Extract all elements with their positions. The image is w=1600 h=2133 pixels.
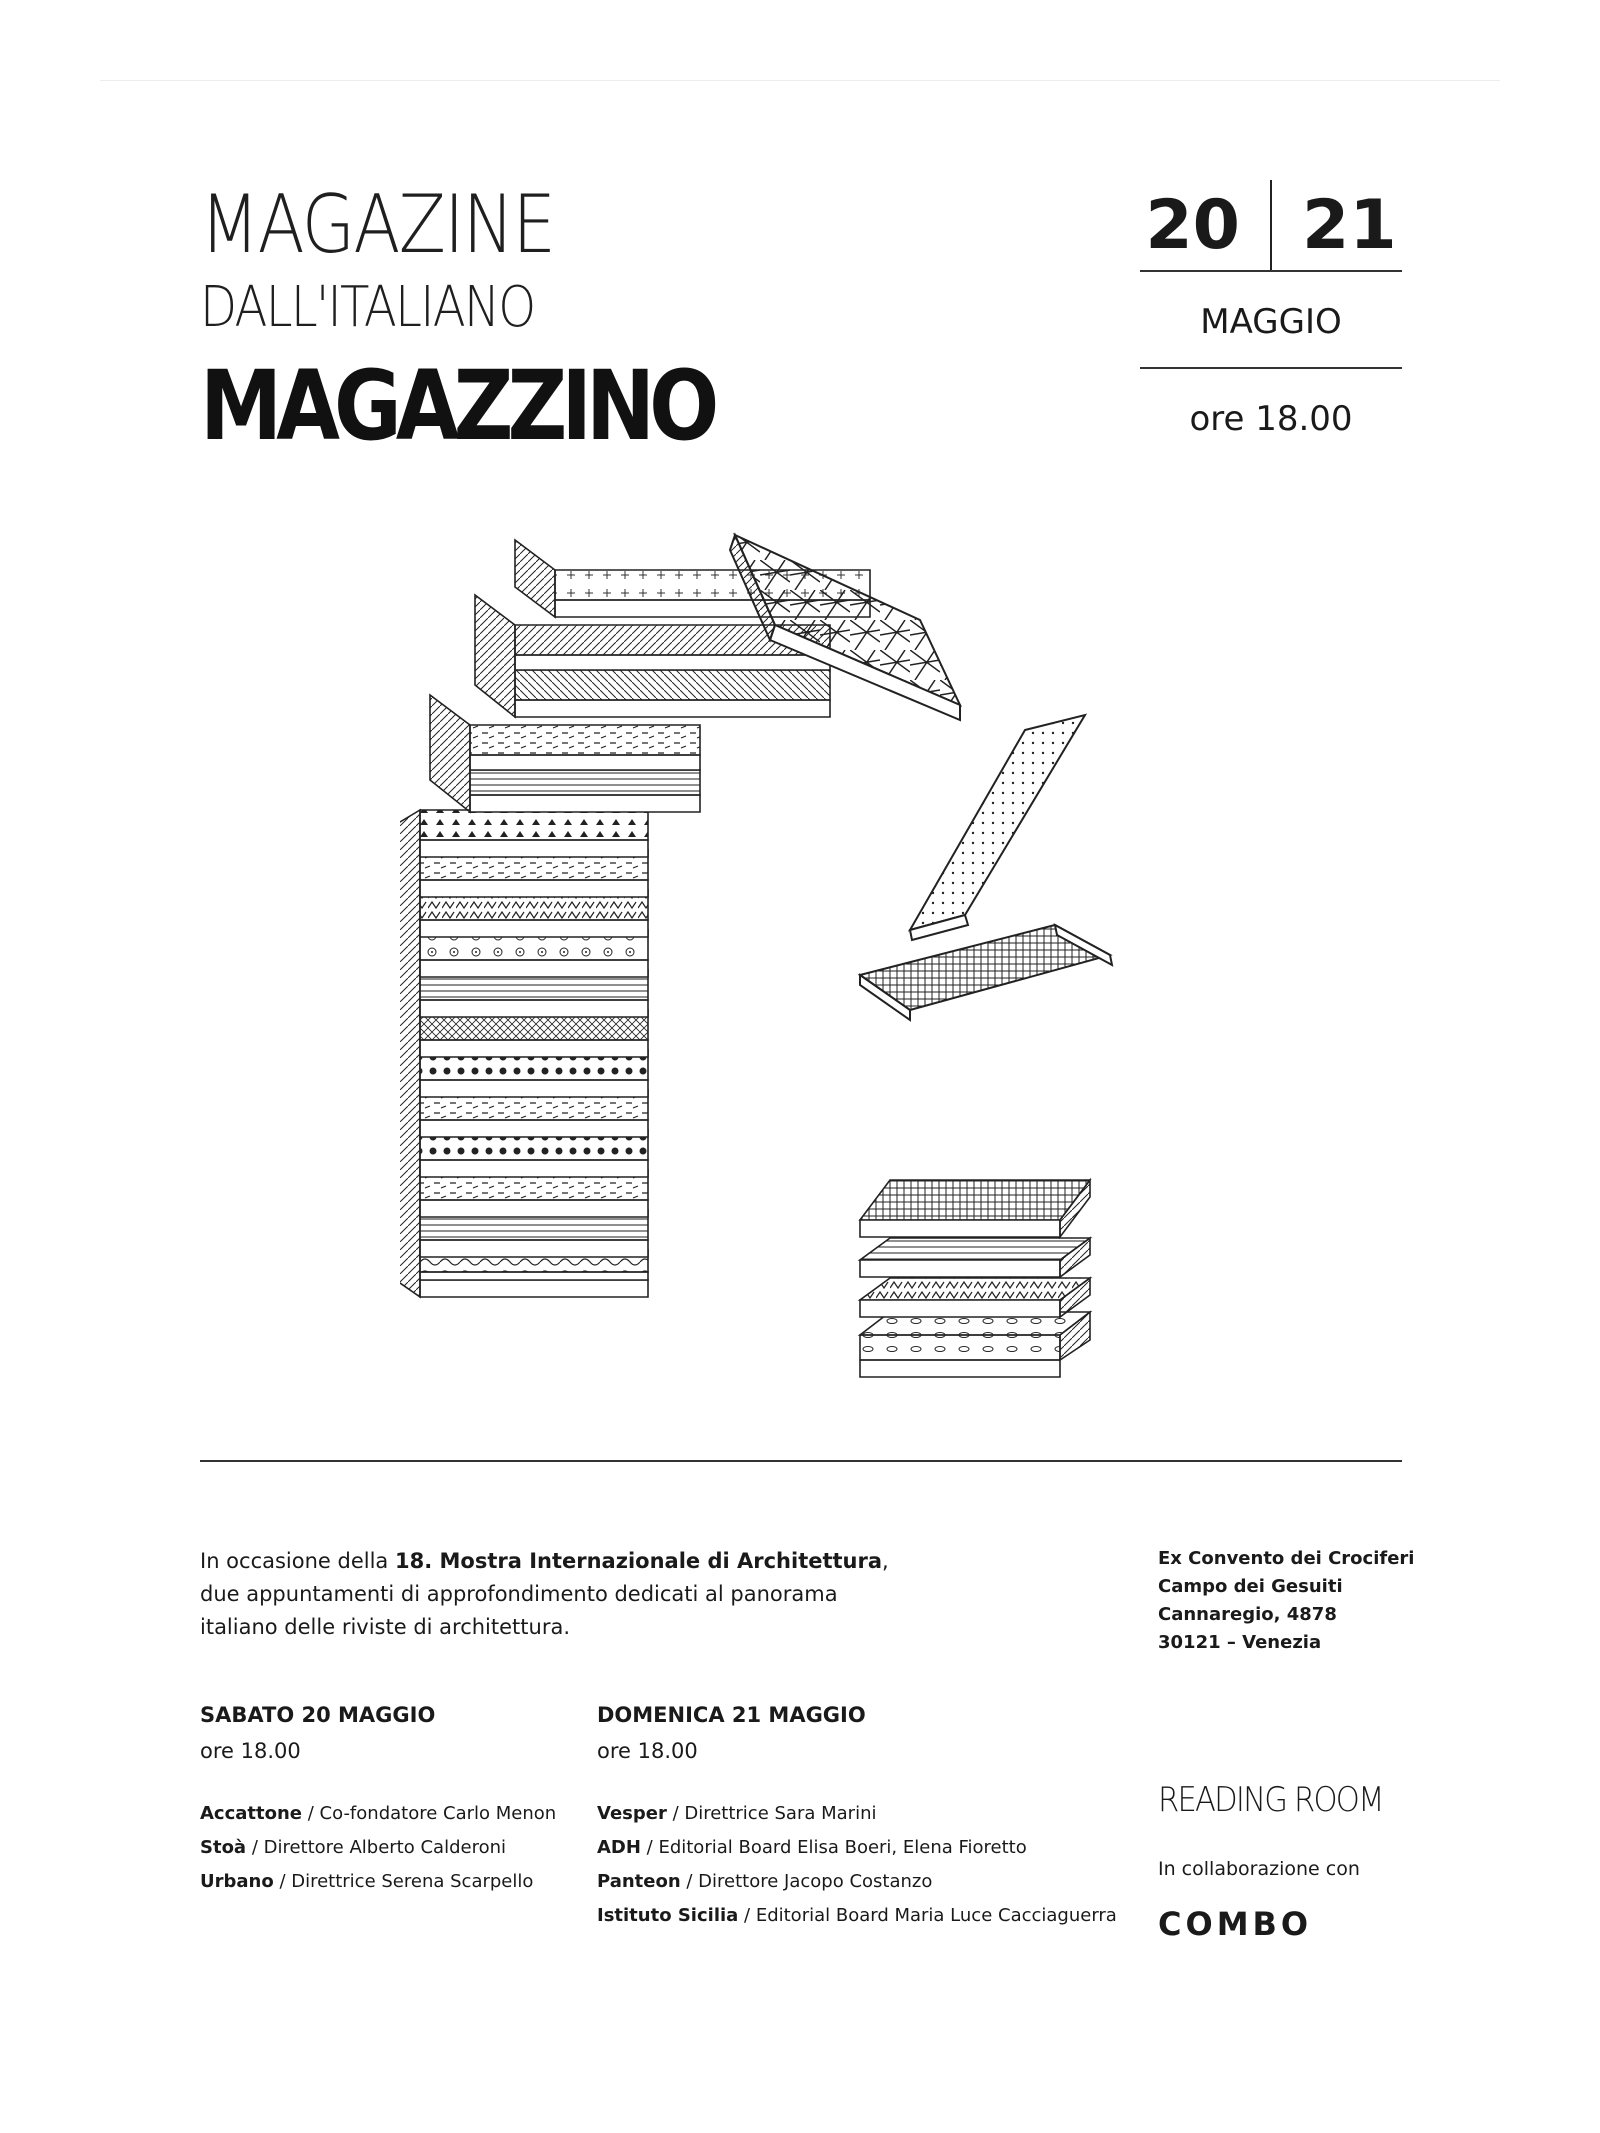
day-separator bbox=[1270, 180, 1272, 270]
date-days bbox=[1140, 180, 1402, 270]
title-line-2: DALL'ITALIANO bbox=[200, 275, 535, 340]
title-line-1: MAGAZINE bbox=[200, 178, 555, 271]
magazine-detail: / Direttore Jacopo Costanzo bbox=[680, 1871, 933, 1892]
intro-prefix: In occasione della bbox=[200, 1549, 395, 1573]
list-item bbox=[597, 1831, 1117, 1865]
magazine-detail: / Direttrice Sara Marini bbox=[666, 1803, 877, 1824]
list-item bbox=[597, 1797, 1117, 1831]
date-block bbox=[1140, 180, 1402, 439]
magazine-detail: / Direttrice Serena Scarpello bbox=[273, 1871, 534, 1892]
magazine-stack-illustration bbox=[400, 530, 1200, 1390]
magazine-name: Accattone bbox=[200, 1803, 303, 1824]
magazine-name: Stoà bbox=[200, 1837, 247, 1858]
day-2: 21 bbox=[1302, 185, 1397, 265]
sunday-schedule bbox=[597, 1703, 1117, 1933]
sunday-list bbox=[597, 1797, 1117, 1933]
magazine-name: Vesper bbox=[597, 1803, 667, 1824]
address-line: Cannaregio, 4878 bbox=[1158, 1604, 1337, 1625]
saturday-heading: SABATO 20 MAGGIO bbox=[200, 1703, 436, 1727]
intro-text bbox=[200, 1545, 950, 1644]
magazine-detail: / Editorial Board Elisa Boeri, Elena Fioretto bbox=[640, 1837, 1027, 1858]
date-time: ore 18.00 bbox=[1189, 399, 1353, 439]
sunday-time: ore 18.00 bbox=[597, 1739, 698, 1763]
address-line: 30121 – Venezia bbox=[1158, 1632, 1322, 1653]
intro-line-3: italiano delle riviste di architettura. bbox=[200, 1615, 571, 1639]
reading-room-logo: READING ROOM bbox=[1158, 1780, 1383, 1820]
magazine-name: Urbano bbox=[200, 1871, 274, 1892]
combo-logo: COMBO bbox=[1158, 1905, 1313, 1943]
section-divider bbox=[200, 1460, 1402, 1462]
address-line: Campo dei Gesuiti bbox=[1158, 1576, 1343, 1597]
magazine-detail: / Editorial Board Maria Luce Cacciaguerra bbox=[738, 1905, 1117, 1926]
intro-line-2: due appuntamenti di approfondimento dedicati al panorama bbox=[200, 1582, 838, 1606]
day-1: 20 bbox=[1145, 185, 1240, 265]
top-divider bbox=[100, 80, 1500, 81]
magazine-name: Istituto Sicilia bbox=[597, 1905, 739, 1926]
saturday-time: ore 18.00 bbox=[200, 1739, 301, 1763]
list-item bbox=[597, 1899, 1117, 1933]
magazine-detail: / Co-fondatore Carlo Menon bbox=[302, 1803, 557, 1824]
venue-address bbox=[1158, 1545, 1414, 1657]
magazine-name: Panteon bbox=[597, 1871, 681, 1892]
sunday-heading: DOMENICA 21 MAGGIO bbox=[597, 1703, 866, 1727]
list-item bbox=[597, 1865, 1117, 1899]
magazine-name: ADH bbox=[597, 1837, 641, 1858]
title-line-3: MAGAZZINO bbox=[200, 350, 714, 462]
intro-highlight: 18. Mostra Internazionale di Architettura bbox=[394, 1549, 883, 1573]
magazine-detail: / Direttore Alberto Calderoni bbox=[246, 1837, 507, 1858]
collab-label: In collaborazione con bbox=[1158, 1858, 1360, 1880]
intro-comma: , bbox=[882, 1549, 889, 1573]
date-month: MAGGIO bbox=[1200, 302, 1342, 342]
address-line: Ex Convento dei Crociferi bbox=[1158, 1548, 1415, 1569]
